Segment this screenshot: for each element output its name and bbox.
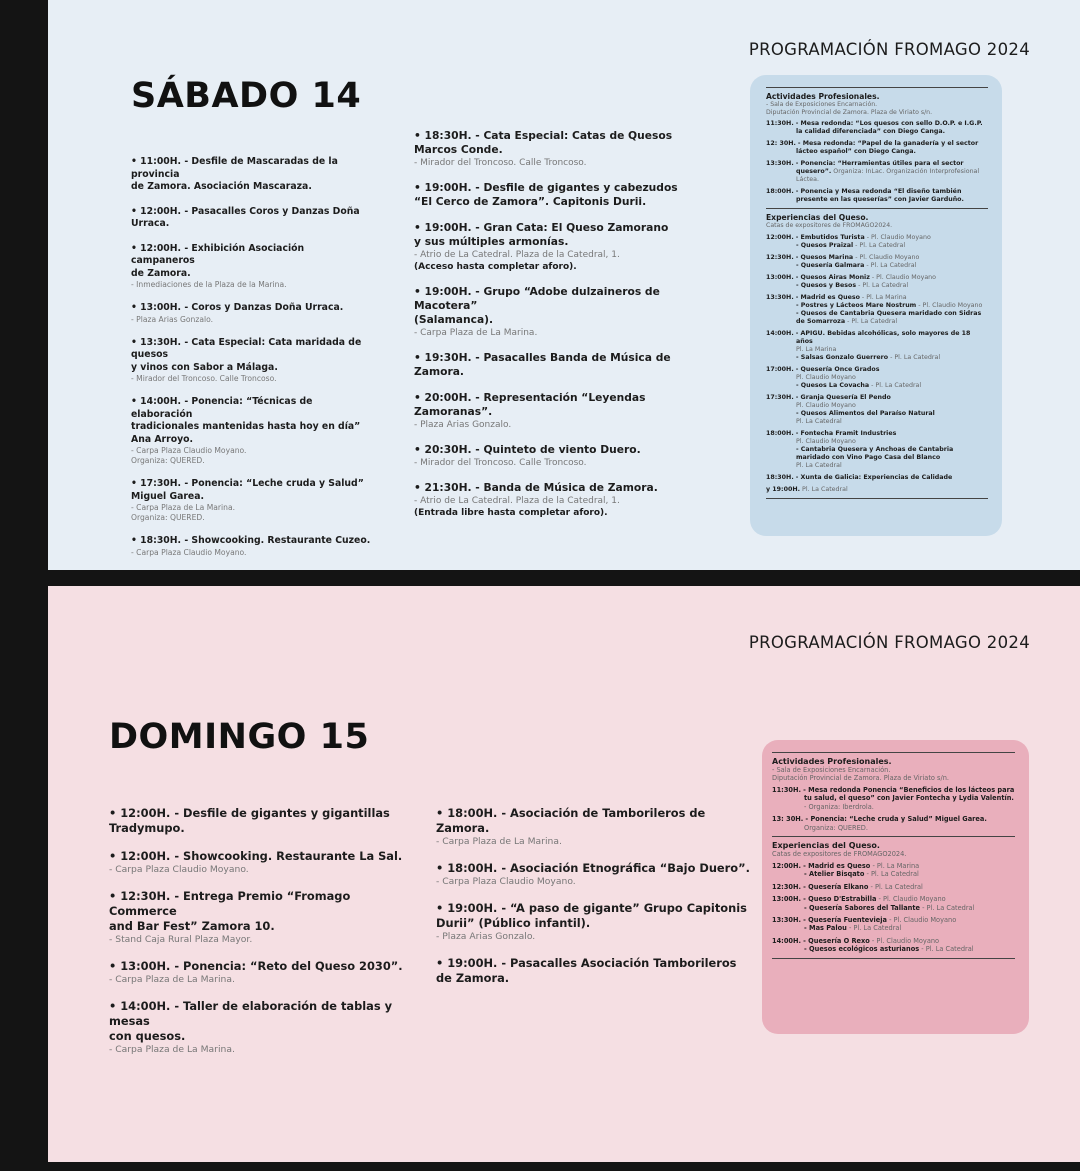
tasting-exhibitor: - Quesos Airas Moniz [795,273,870,281]
professional-activity [766,160,988,184]
event-location: - Plaza Arias Gonzalo. [131,314,214,324]
event-title-line: • 12:00H. - Pasacalles Coros y Danzas Doña Urraca. [131,205,360,229]
activity-text: - Ponencia: “Herramientas útiles para el sector quesero”. [795,160,964,175]
event-item [109,999,411,1056]
tasting-slot [766,294,988,326]
tasting-exhibitor: - Embutidos Turista [795,233,865,241]
event-title-line: Ana Arroyo. [131,433,194,445]
tasting-location: - Pl. La Catedral [919,945,974,954]
tasting-exhibitor: - Quesos ecológicos asturianos [804,945,920,954]
event-location: - Plaza Arias Gonzalo. [414,420,512,430]
venue-line: Diputación Provincial de Zamora. Plaza de Viriato s/n. [772,774,949,782]
professional-activities-title: Actividades Profesionales. [772,757,892,766]
activity-time: 13: 30H. [772,815,804,824]
event-item [131,243,371,291]
activity-text: - Mesa redonda: “Los quesos con sello D.O.P. e I.G.P. la calidad diferenciada” con Diego Canga. [795,120,983,135]
tasting-location: - Pl. La Catedral [846,924,902,933]
professional-activity [766,120,988,136]
event-item [131,156,371,194]
tasting-location: - Pl. Claudio Moyano [916,301,983,309]
event-title-line: • 18:00H. - Asociación de Tamborileros de Zamora. [436,806,706,835]
tasting-exhibitor: - Quesos y Besos [796,281,857,289]
event-item [414,481,716,519]
event-title-line: “El Cerco de Zamora”. Capitonis Durii. [414,195,647,208]
tasting-exhibitor: - Xunta de Galicia: Experiencias de Calidade [795,473,953,481]
event-location: - Carpa Plaza Claudio Moyano. [109,864,249,875]
sunday-info-box [762,740,1029,1034]
event-location: - Atrio de La Catedral. Plaza de la Catedral, 1. [414,250,620,260]
saturday-events-col-2 [414,129,716,519]
tasting-slot [766,330,988,362]
event-location: - Carpa Plaza de La Marina. [109,974,235,985]
event-title-line: • 18:00H. - Asociación Etnográfica “Bajo Duero”. [436,861,750,875]
event-item [414,285,716,339]
tasting-location: - Pl. La Marina [870,862,920,871]
tasting-exhibitor: - Atelier Bisqato [804,870,865,879]
tasting-location: Pl. La Catedral [796,461,842,469]
tasting-location: - Pl. La Catedral [868,882,923,891]
event-location: - Mirador del Troncoso. Calle Troncoso. [131,374,277,383]
event-title-line: and Bar Fest” Zamora 10. [109,919,275,933]
event-item [131,535,371,558]
event-title-line: de Zamora. Asociación Mascaraza. [131,181,312,192]
event-item [436,956,754,986]
sunday-events-col-2 [436,806,754,986]
event-location: Organiza: QUERED. [131,456,205,465]
venue-line: Diputación Provincial de Zamora. Plaza de Viriato s/n. [766,108,933,116]
tasting-slot [766,474,988,482]
tasting-location: - Pl. La Catedral [853,241,906,249]
tasting-location: Pl. La Catedral [796,417,842,425]
event-item [131,302,371,325]
activity-time: 11:30H. [772,786,802,794]
event-item [131,478,371,523]
activity-time: 13:30H. [766,160,794,167]
event-item [414,351,716,379]
event-title-line: y vinos con Sabor a Málaga. [131,361,278,373]
tasting-time: 13:30H. [772,916,802,925]
event-title-line: • 13:00H. - Ponencia: “Reto del Queso 2030”. [109,959,403,973]
tasting-time: 17:00H. [766,365,794,373]
event-title-line: • 19:30H. - Pasacalles Banda de Música de Zamora. [414,351,671,378]
sunday-events-col-1 [109,806,411,1056]
professional-activity [766,140,988,156]
divider [772,752,1015,753]
tasting-time: 13:00H. [772,895,802,904]
event-location: - Inmediaciones de la Plaza de la Marina. [131,280,287,289]
activity-organizer: Organiza: InLac. Organización Interprofesional Láctea. [796,168,980,183]
professional-activity [772,815,1015,832]
tasting-time: y 19:00H. [766,485,801,493]
program-title: PROGRAMACIÓN FROMAGO 2024 [748,633,1030,652]
event-title-line: • 12:00H. - Showcooking. Restaurante La Sal. [109,849,403,863]
activity-time: 12: 30H. [766,140,796,147]
event-item [109,959,411,986]
tasting-time: 12:00H. [772,862,802,871]
event-location: - Carpa Plaza de La Marina. [414,328,538,338]
event-location: - Atrio de La Catedral. Plaza de la Catedral, 1. [414,496,620,506]
divider [766,87,988,88]
tasting-slot [772,862,1015,879]
event-item [414,181,716,209]
event-item [436,861,754,888]
event-item [109,849,411,876]
event-title-line: • 13:00H. - Coros y Danzas Doña Urraca. [131,302,344,313]
tasting-location: - Pl. La Catedral [869,381,922,389]
activity-organizer: - Organiza: Iberdrola. [804,802,874,811]
tasting-exhibitor: - Quesos Marina [795,253,854,261]
venue-line: - Sala de Exposiciones Encarnación. [766,101,878,108]
tasting-exhibitor: - Madrid es Queso [803,862,871,871]
event-item [414,129,716,169]
tasting-exhibitor: - Quesería O Rexo [803,936,870,945]
tasting-time: 18:00H. [766,429,794,437]
tasting-slot [766,366,988,390]
saturday-info-box [750,75,1002,536]
day-title-sunday: DOMINGO 15 [109,717,370,757]
event-item [436,806,754,848]
tasting-exhibitor: - Postres y Lácteos Mare Nostrum [796,301,917,309]
tasting-slot [772,916,1015,933]
activity-organizer: Organiza: QUERED. [804,823,868,832]
activity-text: - Mesa redonda Ponencia “Beneficios de los lácteos para tu salud, el queso” con Javier Fontecha y Lydia Valentín. [803,786,1015,803]
subtitle-line: Catas de expositores de FROMAGO2024. [772,850,907,859]
tasting-exhibitor: - Mas Palou [804,924,847,933]
event-location: Organiza: QUERED. [131,513,205,522]
tasting-exhibitor: - APIGU. Bebidas alcohólicas, solo mayores de 18 años [795,329,971,345]
event-title-line: • 12:00H. - Desfile de gigantes y gigantillas [109,806,390,820]
event-title-line: • 12:00H. - Exhibición Asociación campaneros [131,242,305,266]
event-title-line: y sus múltiples armonías. [414,235,569,248]
divider [766,208,988,209]
event-title-line: • 17:30H. - Ponencia: “Leche cruda y Salud” [131,478,364,489]
event-title-line: • 11:00H. - Desfile de Mascaradas de la provincia [131,156,338,180]
event-title-line: • 12:30H. - Entrega Premio “Fromago Commerce [109,889,351,918]
program-title: PROGRAMACIÓN FROMAGO 2024 [748,40,1030,59]
tasting-exhibitor: - Quesos Alimentos del Paraíso Natural [796,409,935,417]
event-title-line: Durii” (Público infantil). [436,916,591,930]
event-location: - Carpa Plaza Claudio Moyano. [436,876,576,887]
saturday-page [48,0,1080,570]
tasting-exhibitor: - Quesos Praizal [796,241,854,249]
professional-activities-venue [772,766,1015,782]
event-title-line: con quesos. [109,1029,186,1043]
tasting-location: - Pl. La Marina [859,293,907,301]
tasting-time: 14:00H. [772,936,802,945]
event-title-line: • 19:00H. - Gran Cata: El Queso Zamorano [414,221,669,234]
tasting-location: Pl. Claudio Moyano [796,401,856,409]
tasting-slot [766,394,988,426]
tasting-location: Pl. Claudio Moyano [796,373,856,381]
activity-text: - Mesa redonda: “Papel de la ganadería y el sector lácteo español” con Diego Canga. [796,140,979,155]
tasting-exhibitor: - Salsas Gonzalo Guerrero [796,353,889,361]
venue-line: - Sala de Exposiciones Encarnación. [772,766,891,774]
event-item [131,206,371,231]
cheese-experiences-subtitle [772,850,1015,858]
tasting-location: - Pl. Claudio Moyano [886,916,957,925]
tasting-location: - Pl. La Catedral [864,261,917,269]
professional-activities-title: Actividades Profesionales. [766,92,880,101]
event-item [414,221,716,273]
event-location: - Carpa Plaza de La Marina. [131,503,236,512]
event-title-line: Miguel Garea. [131,490,205,502]
cheese-experiences-title: Experiencias del Queso. [766,213,869,222]
event-title-line: Marcos Conde. [414,143,503,156]
activity-text: - Ponencia: “Leche cruda y Salud” Miguel Garea. [805,815,987,824]
sunday-page [48,586,1080,1162]
event-location: - Stand Caja Rural Plaza Mayor. [109,934,253,945]
event-title-line: • 19:00H. - Desfile de gigantes y cabezudos [414,181,678,194]
event-title-line: • 19:00H. - “A paso de gigante” Grupo Capitonis [436,901,747,915]
event-item [131,396,371,466]
tasting-time: 14:00H. [766,329,794,337]
tasting-slot [766,234,988,250]
professional-activity [766,188,988,204]
tasting-time: 17:30H. [766,393,794,401]
tasting-location: - Pl. La Catedral [888,353,941,361]
event-note: (Entrada libre hasta completar aforo). [414,508,608,518]
tasting-slot [766,254,988,270]
activity-time: 11:30H. [766,120,794,127]
tasting-exhibitor: - Queso D'Estrabilla [803,895,877,904]
tasting-exhibitor: - Fontecha Framit Industries [795,429,897,437]
event-location: - Mirador del Troncoso. Calle Troncoso. [414,458,587,468]
tasting-location: Pl. Claudio Moyano [796,437,856,445]
tasting-slot [766,274,988,290]
cheese-experiences-title: Experiencias del Queso. [772,841,880,851]
event-title-line: de Zamora. [131,267,191,279]
event-location: - Mirador del Troncoso. Calle Troncoso. [414,158,587,168]
event-item [109,806,411,836]
day-title-saturday: SÁBADO 14 [131,76,362,116]
event-title-line: • 21:30H. - Banda de Música de Zamora. [414,481,658,494]
professional-activity [772,786,1015,811]
tasting-exhibitor: - Quesería Once Grados [795,365,880,373]
divider [766,498,988,499]
tasting-exhibitor: - Quesería Galmara [796,261,865,269]
event-item [436,901,754,943]
event-title-line: • 14:00H. - Taller de elaboración de tablas y mesas [109,999,393,1028]
event-location: - Carpa Plaza de La Marina. [436,836,562,847]
tasting-exhibitor: - Quesería Elkano [803,882,869,891]
event-title-line: de Zamora. [436,971,510,985]
event-title-line: • 20:00H. - Representación “Leyendas Zamoranas”. [414,391,646,418]
event-item [109,889,411,946]
activity-text: - Ponencia y Mesa redonda “El diseño también presente en las queserías” con Javier Garduño. [795,188,964,203]
event-title-line: • 19:00H. - Grupo “Adobe dulzaineros de Macotera” [414,285,660,312]
tasting-slot [772,883,1015,891]
event-location: - Carpa Plaza Claudio Moyano. [131,446,247,455]
tasting-time: 12:30H. [766,253,794,261]
tasting-slot [766,486,988,494]
tasting-location: - Pl. La Catedral [845,317,898,325]
tasting-exhibitor: - Quesería Fuentevieja [803,916,887,925]
tasting-exhibitor: - Quesería Sabores del Tallante [804,903,920,912]
tasting-location: - Pl. La Catedral [856,281,909,289]
event-title-line: • 18:30H. - Showcooking. Restaurante Cuzeo. [131,535,371,546]
event-title-line: • 14:00H. - Ponencia: “Técnicas de elaboración [131,396,313,420]
tasting-location: Pl. La Catedral [802,485,848,493]
tasting-time: 13:30H. [766,293,794,301]
tasting-location: Pl. La Marina [796,345,837,353]
tasting-location: - Pl. Claudio Moyano [864,233,931,241]
event-title-line: • 19:00H. - Pasacalles Asociación Tamborileros [436,956,737,970]
event-location: - Carpa Plaza de La Marina. [109,1044,235,1055]
tasting-location: - Pl. Claudio Moyano [853,253,920,261]
event-title-line: (Salamanca). [414,313,494,326]
activity-time: 18:00H. [766,188,794,195]
tasting-exhibitor: - Granja Quesería El Pendo [795,393,891,401]
tasting-slot [772,895,1015,912]
tasting-time: 13:00H. [766,273,794,281]
tasting-exhibitor: - Quesos de Cantabria Quesera maridado con Sidras de Somarroza [796,309,982,325]
event-title-line: • 20:30H. - Quinteto de viento Duero. [414,443,641,456]
divider [772,958,1015,959]
tasting-location: - Pl. Claudio Moyano [876,895,946,904]
tasting-time: 18:30H. [766,473,794,481]
tasting-time: 12:30H. [772,882,802,891]
divider [772,836,1015,837]
subtitle-line: Catas de expositores de FROMAGO2024. [766,222,893,229]
tasting-location: - Pl. Claudio Moyano [869,936,940,945]
tasting-location: - Pl. La Catedral [864,870,919,879]
event-item [414,391,716,431]
event-note: (Acceso hasta completar aforo). [414,262,577,272]
tasting-location: - Pl. La Catedral [919,903,975,912]
event-title-line: Tradymupo. [109,821,185,835]
event-title-line: • 13:30H. - Cata Especial: Cata maridada de quesos [131,336,362,360]
cheese-experiences-subtitle [766,222,988,230]
event-title-line: tradicionales mantenidas hasta hoy en día” [131,421,361,432]
tasting-exhibitor: - Cantabria Quesera y Anchoas de Cantabria maridado con Vino Pago Casa del Blanco [796,445,954,461]
tasting-slot [766,430,988,470]
event-item [414,443,716,469]
event-location: - Carpa Plaza Claudio Moyano. [131,547,247,557]
saturday-events-col-1 [131,156,371,558]
tasting-location: - Pl. Claudio Moyano [869,273,937,281]
event-item [131,337,371,385]
tasting-time: 12:00H. [766,233,794,241]
tasting-exhibitor: - Quesos La Covacha [796,381,870,389]
event-title-line: • 18:30H. - Cata Especial: Catas de Quesos [414,129,673,142]
professional-activities-venue [766,101,988,116]
tasting-slot [772,937,1015,954]
tasting-exhibitor: - Madrid es Queso [795,293,860,301]
event-location: - Plaza Arias Gonzalo. [436,931,536,942]
